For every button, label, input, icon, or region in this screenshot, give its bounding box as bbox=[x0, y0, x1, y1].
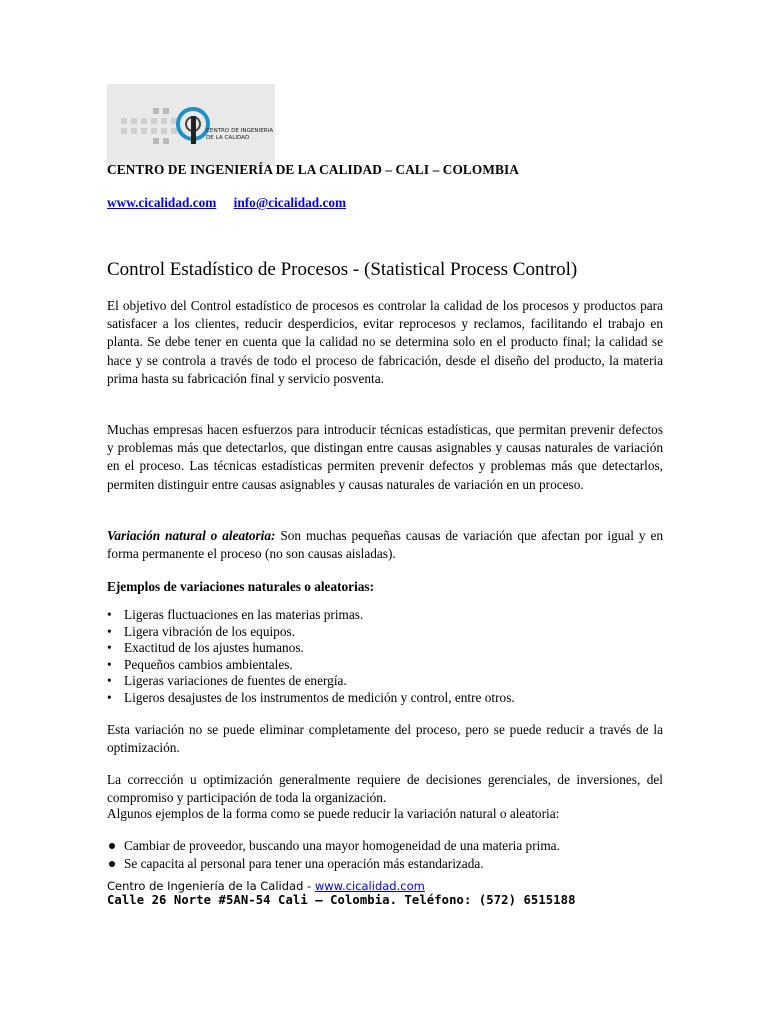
paragraph-techniques: Muchas empresas hacen esfuerzos para introducir técnicas estadísticas, que permitan prevenir defectos y problemas más que detectarlos, que distingan entre causas asignables y causas naturales de variación en el proceso. Las técnicas estadísticas permiten prevenir defectos y problemas más que detectarlos, permiten distinguir entre causas asignables y causas naturales de variación en un proceso. bbox=[107, 422, 663, 492]
logo-text-line1: CENTRO DE INGENIERIA bbox=[206, 128, 274, 134]
term-natural-variation: Variación natural o aleatoria: bbox=[107, 528, 276, 543]
paragraph-optimization: La corrección u optimización generalmente requiere de decisiones gerenciales, de inversiones, del compromiso y participación de toda la organización. bbox=[107, 772, 663, 806]
list-item: • Ligeras variaciones de fuentes de energía. bbox=[107, 673, 663, 690]
footer-address: Calle 26 Norte #5AN-54 Cali – Colombia. Teléfono: (572) 6515188 bbox=[107, 893, 576, 907]
paragraph-objective: El objetivo del Control estadístico de procesos es controlar la calidad de los procesos y productos para satisfacer a los clientes, reducir desperdicios, evitar reprocesos y reclamos, facilitando el trabajo en planta. Se debe tener en cuenta que la calidad no se determina solo en el producto final; la calidad se hace y se controla a través de todo el proceso de fabricación, desde el diseño del producto, la materia prima hasta su fabricación final y servicio posventa. bbox=[107, 298, 663, 386]
definition-natural-variation: Son muchas pequeñas causas de variación que afectan por igual y en forma permanente el proceso (no son causas aisladas). bbox=[107, 528, 664, 562]
paragraph-reduction: Esta variación no se puede eliminar completamente del proceso, pero se puede reducir a través de la optimización. bbox=[107, 722, 663, 756]
list-item: • Pequeños cambios ambientales. bbox=[107, 657, 663, 674]
examples-heading: Ejemplos de variaciones naturales o aleatorias: bbox=[107, 579, 375, 594]
website-link[interactable]: www.cicalidad.com bbox=[107, 195, 217, 210]
logo-graphic bbox=[107, 84, 275, 166]
footer-line bbox=[107, 879, 425, 893]
list-item: • Ligeras fluctuaciones en las materias primas. bbox=[107, 607, 663, 624]
company-logo bbox=[107, 84, 275, 166]
examples-list bbox=[107, 607, 663, 706]
paragraph-examples-intro: Algunos ejemplos de la forma como se puede reducir la variación natural o aleatoria: bbox=[107, 806, 560, 821]
organization-name: CENTRO DE INGENIERÍA DE LA CALIDAD – CALI – COLOMBIA bbox=[107, 162, 519, 177]
list-item: Cambiar de proveedor, buscando una mayor homogeneidad de una materia prima. bbox=[107, 837, 663, 855]
list-item: • Exactitud de los ajustes humanos. bbox=[107, 640, 663, 657]
list-item: Se capacita al personal para tener una operación más estandarizada. bbox=[107, 855, 663, 873]
footer-org: Centro de Ingeniería de la Calidad - bbox=[107, 879, 315, 893]
list-item: • Ligeros desajustes de los instrumentos de medición y control, entre otros. bbox=[107, 690, 663, 707]
reduction-list bbox=[107, 837, 663, 873]
email-link[interactable]: info@cicalidad.com bbox=[233, 195, 347, 210]
contact-links bbox=[107, 195, 346, 211]
logo-text-line2: DE LA CALIDAD bbox=[206, 135, 250, 141]
paragraph-natural-variation bbox=[107, 527, 663, 563]
footer-website-link[interactable]: www.cicalidad.com bbox=[314, 879, 425, 893]
list-item: • Ligera vibración de los equipos. bbox=[107, 624, 663, 641]
document-title: Control Estadístico de Procesos - (Statistical Process Control) bbox=[107, 259, 578, 280]
